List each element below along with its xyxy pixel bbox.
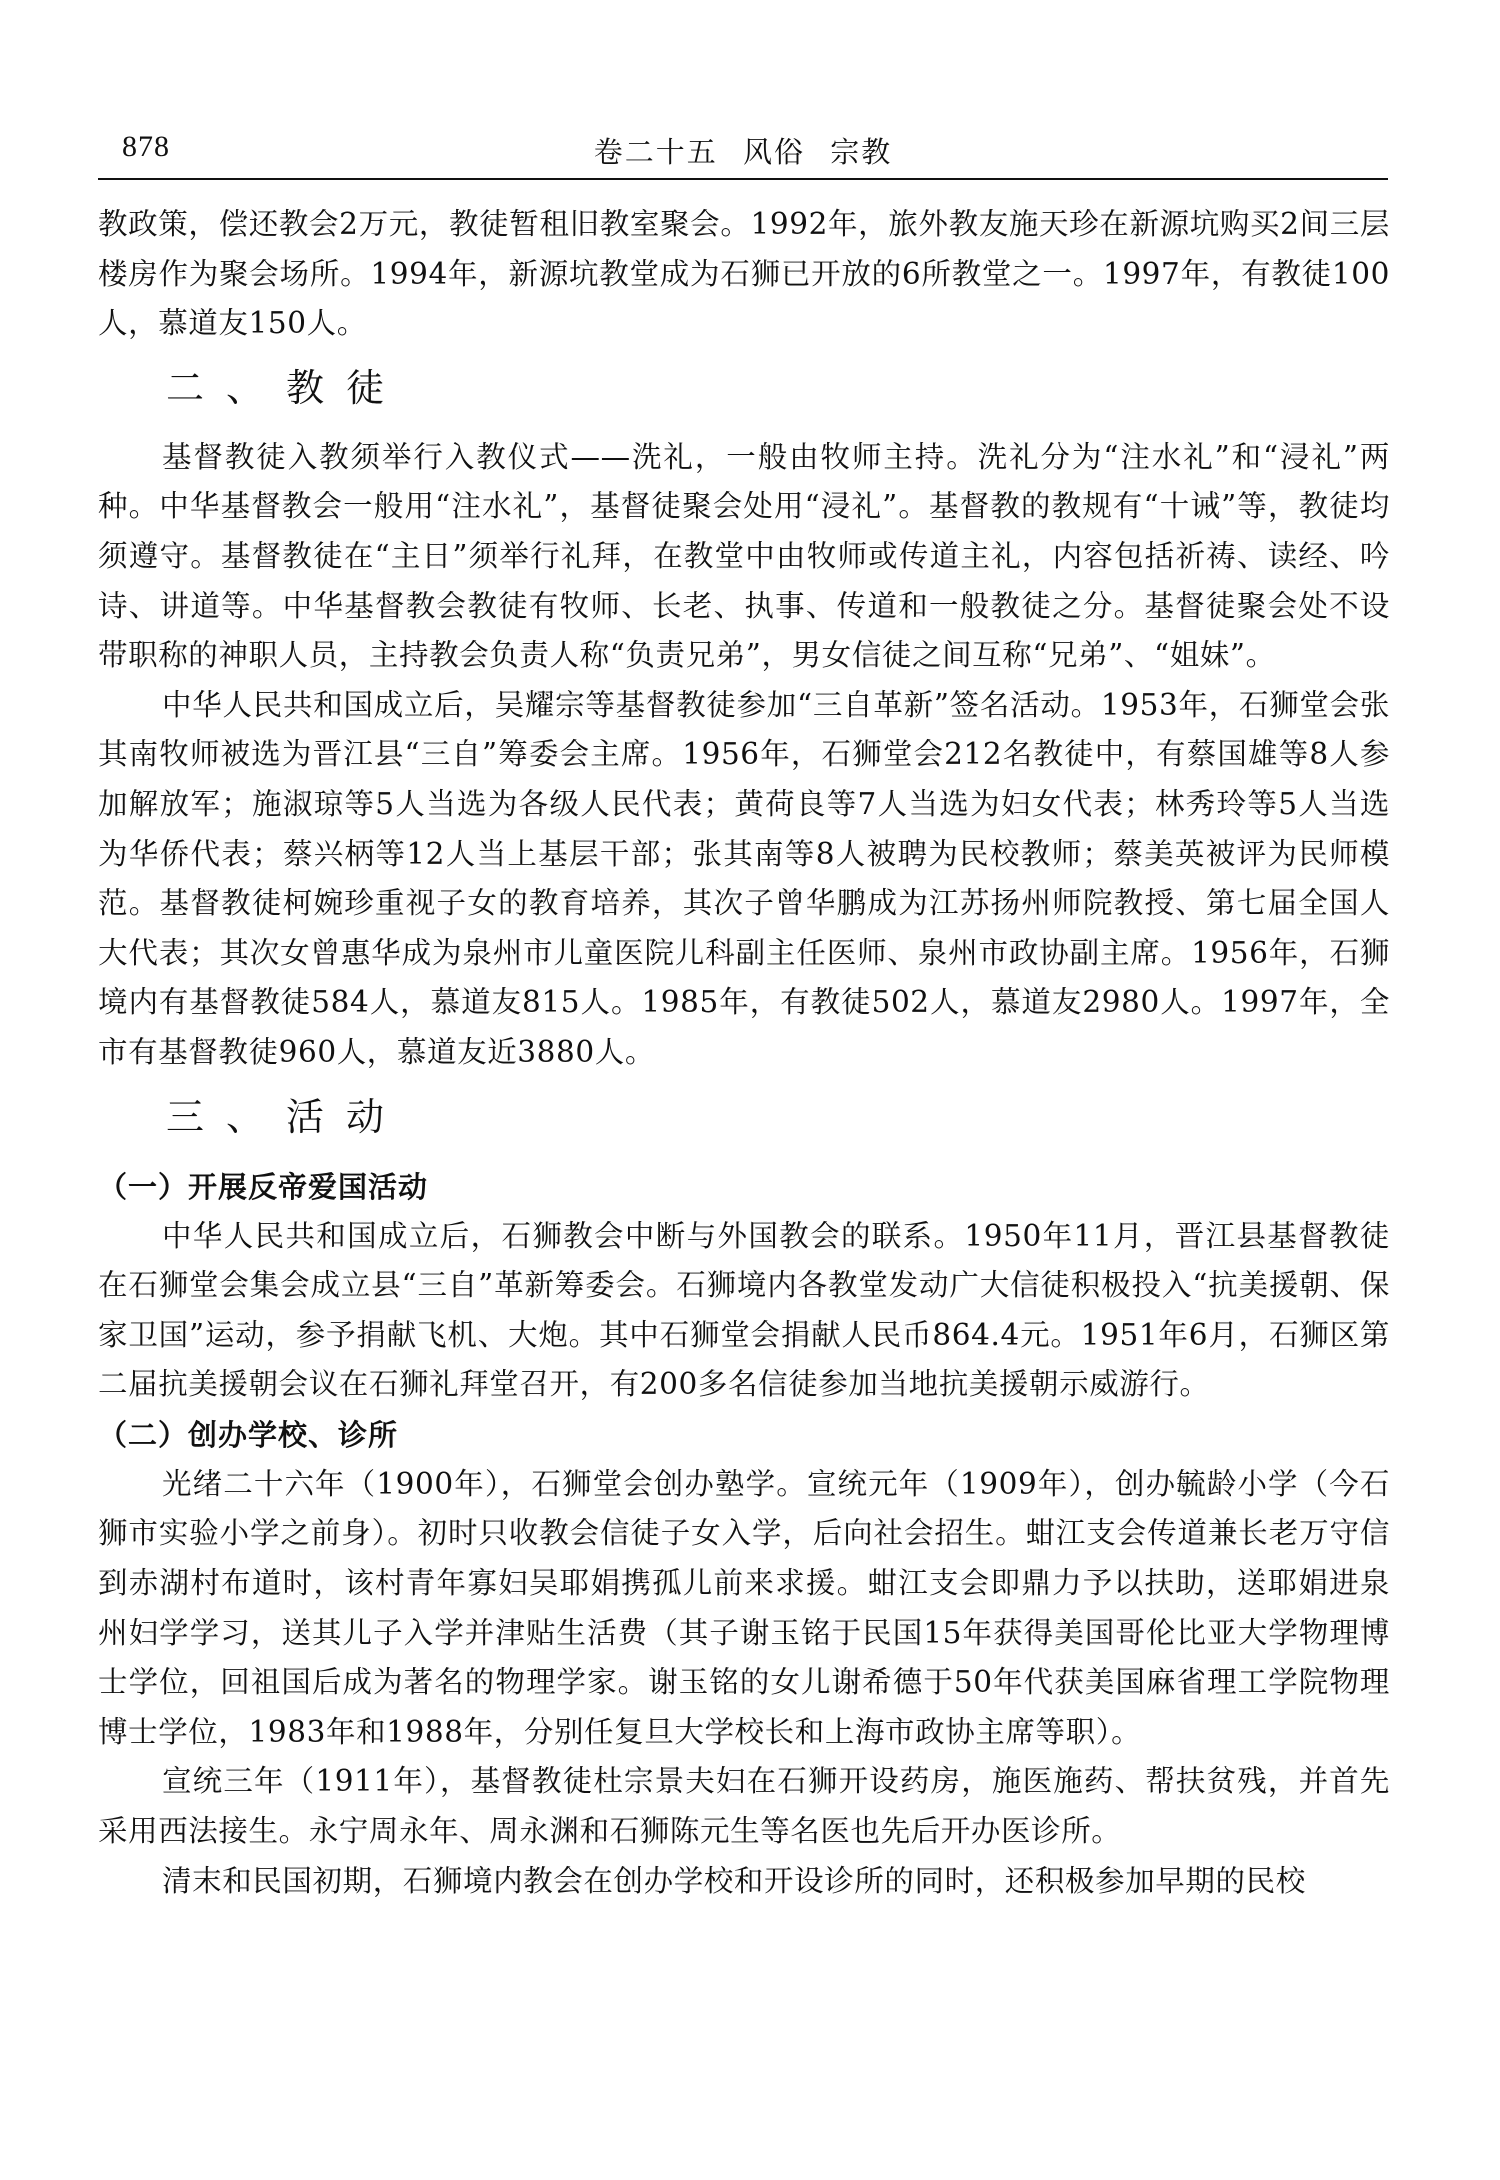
body-paragraph: 中华人民共和国成立后，吴耀宗等基督教徒参加“三自革新”签名活动。1953年，石狮堂会张其南牧师被选为晋江县“三自”筹委会主席。1956年，石狮堂会212名教徒中，有蔡国雄等8人参加解放军；施淑琼等5人当选为各级人民代表；黄荷良等7人当选为妇女代表；林秀玲等5人当选为华侨代表；蔡兴柄等12人当上基层干部；张其南等8人被聘为民校教师；蔡美英被评为民师模范。基督教徒柯婉珍重视子女的教育培养，其次子曾华鹏成为江苏扬州师院教授、第七届全国人大代表；其次女曾惠华成为泉州市儿童医院儿科副主任医师、泉州市政协副主席。1956年，石狮境内有基督教徒584人，慕道友815人。1985年，有教徒502人，慕道友2980人。1997年，全市有基督教徒960人，慕道友近3880人。 <box>98 687 1390 1069</box>
body-paragraph: 光绪二十六年（1900年），石狮堂会创办塾学。宣统元年（1909年），创办毓龄小学（今石狮市实验小学之前身）。初时只收教会信徒子女入学，后向社会招生。蚶江支会传道兼长老万守信到赤湖村布道时，该村青年寡妇吴耶娟携孤儿前来求援。蚶江支会即鼎力予以扶助，送耶娟进泉州妇学学习，送其儿子入学并津贴生活费（其子谢玉铭于民国15年获得美国哥伦比亚大学物理博士学位，回祖国后成为著名的物理学家。谢玉铭的女儿谢希德于50年代获美国麻省理工学院物理博士学位，1983年和1988年，分别任复旦大学校长和上海市政协主席等职）。 <box>98 1466 1390 1749</box>
body-paragraph: 清末和民国初期，石狮境内教会在创办学校和开设诊所的同时，还积极参加早期的民校 <box>162 1863 1306 1898</box>
page-header <box>98 126 1388 180</box>
page-body <box>98 200 1390 1906</box>
body-paragraph: 宣统三年（1911年），基督教徒杜宗景夫妇在石狮开设药房，施医施药、帮扶贫残，并首先采用西法接生。永宁周永年、周永渊和石狮陈元生等名医也先后开办医诊所。 <box>98 1764 1390 1849</box>
body-paragraph: 基督教徒入教须举行入教仪式——洗礼，一般由牧师主持。洗礼分为“注水礼”和“浸礼”两种。中华基督教会一般用“注水礼”，基督徒聚会处用“浸礼”。基督教的教规有“十诫”等，教徒均须遵守。基督教徒在“主日”须举行礼拜，在教堂中由牧师或传道主礼，内容包括祈祷、读经、吟诗、讲道等。中华基督教会教徒有牧师、长老、执事、传道和一般教徒之分。基督徒聚会处不设带职称的神职人员，主持教会负责人称“负责兄弟”，男女信徒之间互称“兄弟”、“姐妹”。 <box>98 439 1390 673</box>
section-heading-activities: 三、活动 <box>166 1094 407 1139</box>
running-title: 卷二十五 风俗 宗教 <box>593 135 893 169</box>
section-heading-believers: 二、教徒 <box>166 365 407 410</box>
body-paragraph: 中华人民共和国成立后，石狮教会中断与外国教会的联系。1950年11月，晋江县基督教徒在石狮堂会集会成立县“三自”革新筹委会。石狮境内各教堂发动广大信徒积极投入“抗美援朝、保家卫国”运动，参予捐献飞机、大炮。其中石狮堂会捐献人民币864.4元。1951年6月，石狮区第二届抗美援朝会议在石狮礼拜堂召开，有200多名信徒参加当地抗美援朝示威游行。 <box>98 1218 1390 1402</box>
intro-paragraph: 教政策，偿还教会2万元，教徒暂租旧教室聚会。1992年，旅外教友施天珍在新源坑购买2间三层楼房作为聚会场所。1994年，新源坑教堂成为石狮已开放的6所教堂之一。1997年，有教徒100人，慕道友150人。 <box>98 207 1390 341</box>
subsection-heading-schools-clinics: （二）创办学校、诊所 <box>98 1417 399 1452</box>
page-number: 878 <box>122 130 170 163</box>
subsection-heading-patriotic-activities: （一）开展反帝爱国活动 <box>98 1169 429 1204</box>
